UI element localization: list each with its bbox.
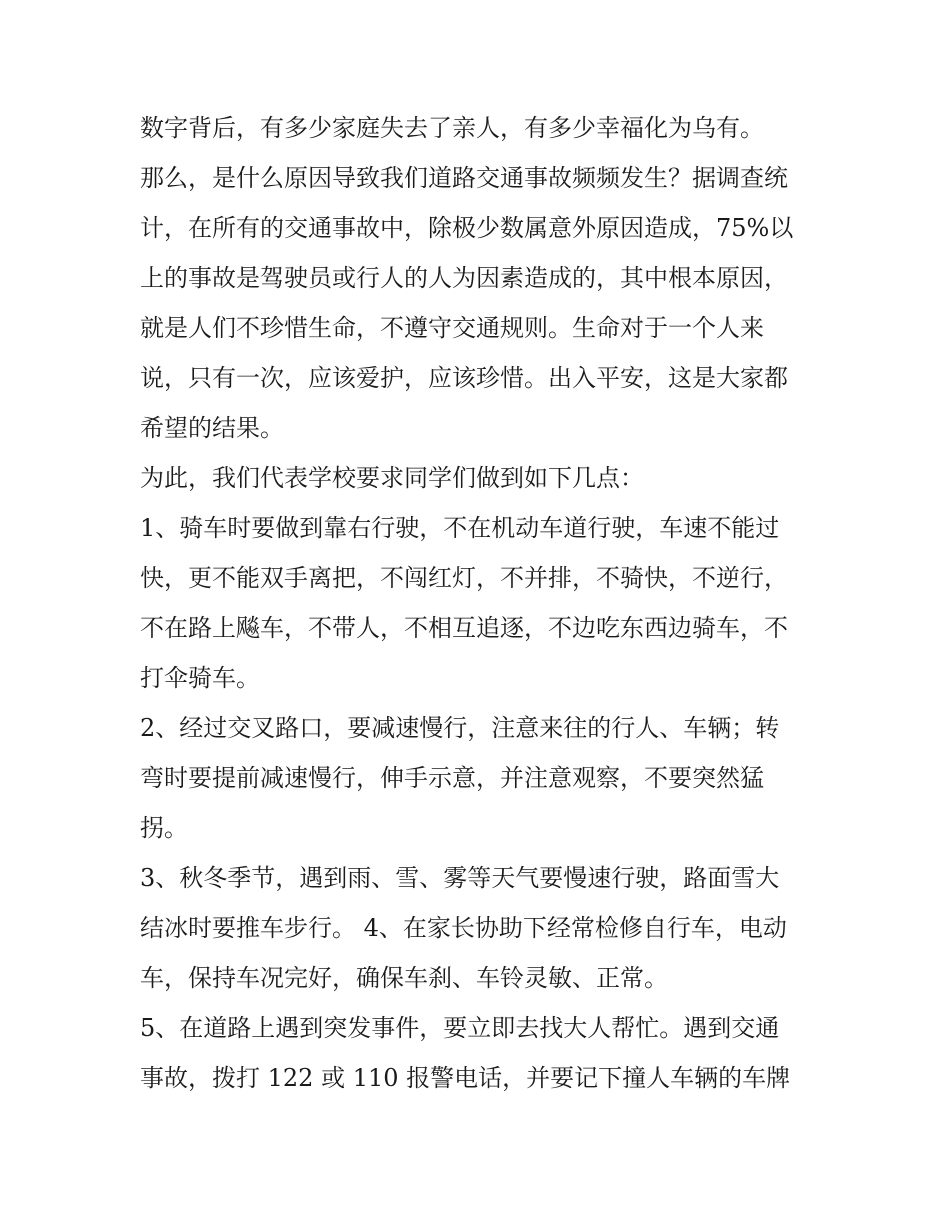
text-line: 上的事故是驾驶员或行人的人为因素造成的，其中根本原因， [140,264,788,292]
text-line: 打伞骑车。 [140,664,260,692]
text-line: 就是人们不珍惜生命，不遵守交通规则。生命对于一个人来 [140,314,764,342]
paragraph-3 [140,453,815,503]
text-line: 不在路上飚车，不带人，不相互追逐，不边吃东西边骑车，不 [140,614,788,642]
list-item-3 [140,853,815,1003]
paragraph-2 [140,153,815,453]
text-line: 弯时要提前减速慢行，伸手示意，并注意观察，不要突然猛 [140,764,764,792]
document-body [140,103,815,1103]
text-line: 数字背后，有多少家庭失去了亲人，有多少幸福化为乌有。 [140,114,764,142]
text-line: 事故，拨打 122 或 110 报警电话，并要记下撞人车辆的车牌 [140,1064,791,1092]
text-line: 5、在道路上遇到突发事件，要立即去找大人帮忙。遇到交通 [140,1014,780,1042]
text-line: 1、骑车时要做到靠右行驶，不在机动车道行驶，车速不能过 [140,514,780,542]
text-line: 拐。 [140,814,188,842]
text-line: 车，保持车况完好，确保车刹、车铃灵敏、正常。 [140,964,668,992]
paragraph-1 [140,103,815,153]
text-line: 说，只有一次，应该爱护，应该珍惜。出入平安，这是大家都 [140,364,788,392]
text-line: 那么，是什么原因导致我们道路交通事故频频发生？据调查统 [140,164,788,192]
text-line: 2、经过交叉路口，要减速慢行，注意来往的行人、车辆；转 [140,714,780,742]
text-line: 3、秋冬季节，遇到雨、雪、雾等天气要慢速行驶，路面雪大 [140,864,780,892]
text-line: 为此，我们代表学校要求同学们做到如下几点： [140,464,644,492]
list-item-2 [140,703,815,853]
text-line: 快，更不能双手离把，不闯红灯，不并排，不骑快，不逆行， [140,564,788,592]
list-item-5 [140,1003,815,1103]
text-line: 计，在所有的交通事故中，除极少数属意外原因造成，75%以 [140,214,794,242]
text-line: 希望的结果。 [140,414,284,442]
text-line: 结冰时要推车步行。 4、在家长协助下经常检修自行车，电动 [140,914,787,942]
list-item-1 [140,503,815,703]
